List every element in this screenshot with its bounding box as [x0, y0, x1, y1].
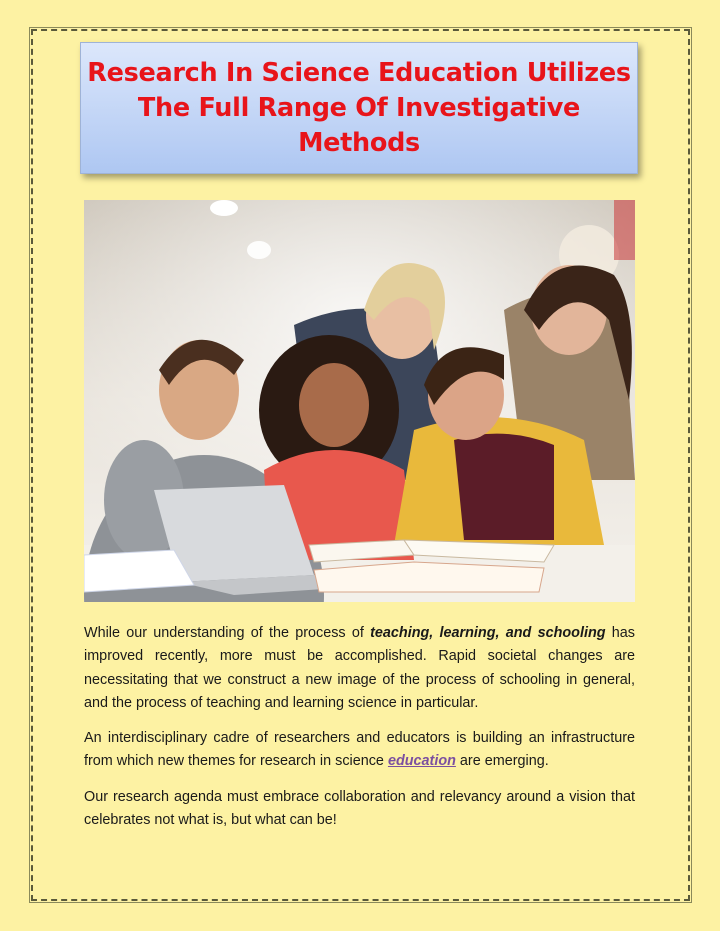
page-title: Research In Science Education Utilizes The Full Range Of Investigative Methods — [87, 57, 631, 158]
paragraph-2: An interdisciplinary cadre of researchers and educators is building an infrastructure from which new themes for research in science education are emerging. — [84, 730, 635, 770]
students-photo — [84, 200, 635, 602]
education-link[interactable]: education — [387, 753, 456, 770]
paragraph-3: Our research agenda must embrace collaboration and relevancy around a vision that celebrates not what is, but what can be! — [84, 788, 635, 829]
article-body — [84, 622, 635, 844]
emphasis-text: teaching, learning, and schooling — [370, 625, 606, 641]
paragraph-1: While our understanding of the process of teaching, learning, and schooling has improved recently, more must be accomplished. Rapid societal changes are necessitating that we construct a new image of the process of schooling in general, and the process of teaching and learning science in particular. — [84, 625, 635, 711]
title-banner — [80, 42, 638, 174]
